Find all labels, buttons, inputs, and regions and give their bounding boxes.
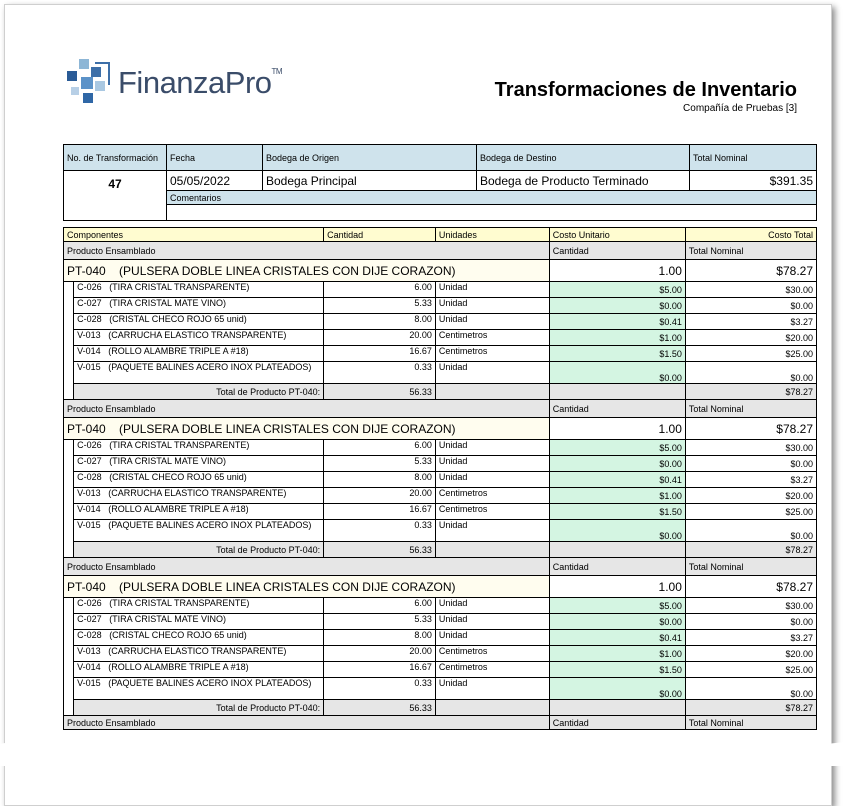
comments-value: [167, 205, 817, 221]
component-total-cost: $0.00: [685, 456, 816, 472]
brand-name: FinanzaPro™: [118, 65, 283, 100]
company-name: Compañía de Pruebas [3]: [683, 103, 797, 114]
component-row: [64, 614, 817, 630]
component-quantity: 6.00: [324, 282, 436, 298]
component-unit-cost: $1.50: [549, 346, 685, 362]
component-unit: Centimetros: [435, 504, 549, 520]
component-unit-cost: $0.00: [549, 362, 685, 384]
component-quantity: 8.00: [324, 472, 436, 488]
component-unit-cost: $5.00: [549, 440, 685, 456]
component-row: [64, 662, 817, 678]
component-unit: Unidad: [435, 520, 549, 542]
component-unit: Unidad: [435, 614, 549, 630]
component-quantity: 20.00: [324, 330, 436, 346]
component-row: [64, 456, 817, 472]
group-total-label: Total Nominal: [685, 558, 816, 576]
component-quantity: 5.33: [324, 298, 436, 314]
subtotal-total: $78.27: [685, 384, 816, 400]
component-row: [64, 678, 817, 700]
partial-product-label: Producto Ensamblado: [64, 716, 550, 730]
component-quantity: 0.33: [324, 362, 436, 384]
col-quantity: Cantidad: [324, 228, 436, 242]
component-total-cost: $25.00: [685, 504, 816, 520]
col-units: Unidades: [435, 228, 549, 242]
components-table: [63, 227, 817, 730]
report-title: Transformaciones de Inventario: [494, 79, 797, 101]
component-description: V-013 (CARRUCHA ELASTICO TRANSPARENTE): [74, 330, 324, 346]
component-unit: Centimetros: [435, 346, 549, 362]
component-unit: Unidad: [435, 630, 549, 646]
component-description: C-028 (CRISTAL CHECO ROJO 65 unid): [74, 314, 324, 330]
component-unit: Centimetros: [435, 662, 549, 678]
component-total-cost: $0.00: [685, 678, 816, 700]
component-description: V-014 (ROLLO ALAMBRE TRIPLE A #18): [74, 346, 324, 362]
component-quantity: 5.33: [324, 456, 436, 472]
component-total-cost: $0.00: [685, 362, 816, 384]
component-description: C-026 (TIRA CRISTAL TRANSPARENTE): [74, 598, 324, 614]
component-quantity: 0.33: [324, 678, 436, 700]
component-row: [64, 298, 817, 314]
group-quantity-label: Cantidad: [549, 400, 685, 418]
assembled-total: $78.27: [685, 576, 816, 598]
component-description: C-028 (CRISTAL CHECO ROJO 65 unid): [74, 472, 324, 488]
header-label-total: Total Nominal: [690, 145, 817, 171]
component-total-cost: $25.00: [685, 662, 816, 678]
component-unit-cost: $1.00: [549, 646, 685, 662]
component-row: [64, 472, 817, 488]
component-description: C-026 (TIRA CRISTAL TRANSPARENTE): [74, 440, 324, 456]
component-row: [64, 282, 817, 298]
assembled-quantity: 1.00: [549, 260, 685, 282]
component-total-cost: $3.27: [685, 472, 816, 488]
component-total-cost: $20.00: [685, 488, 816, 504]
header-label-origin: Bodega de Origen: [263, 145, 477, 171]
finanzapro-logo-icon: [61, 55, 115, 107]
component-unit: Centimetros: [435, 488, 549, 504]
group-quantity-label: Cantidad: [549, 242, 685, 260]
component-unit-cost: $0.41: [549, 630, 685, 646]
assembled-total: $78.27: [685, 418, 816, 440]
subtotal-total: $78.27: [685, 542, 816, 558]
component-unit: Unidad: [435, 598, 549, 614]
torn-edge: [0, 726, 845, 766]
component-row: [64, 362, 817, 384]
assembled-quantity: 1.00: [549, 418, 685, 440]
transformation-header-table: [63, 144, 817, 221]
component-description: V-015 (PAQUETE BALINES ACERO INOX PLATEADOS): [74, 362, 324, 384]
group-product-label: Producto Ensamblado: [64, 400, 550, 418]
component-unit-cost: $1.00: [549, 330, 685, 346]
component-unit: Unidad: [435, 440, 549, 456]
subtotal-total: $78.27: [685, 700, 816, 716]
comments-label: Comentarios: [167, 191, 817, 205]
component-unit-cost: $5.00: [549, 282, 685, 298]
transformation-number: 47: [64, 171, 167, 221]
subtotal-quantity: 56.33: [324, 384, 436, 400]
subtotal-label: Total de Producto PT-040:: [74, 542, 324, 558]
origin-warehouse: Bodega Principal: [263, 171, 477, 191]
destination-warehouse: Bodega de Producto Terminado: [477, 171, 690, 191]
component-description: C-026 (TIRA CRISTAL TRANSPARENTE): [74, 282, 324, 298]
group-quantity-label: Cantidad: [549, 558, 685, 576]
component-unit-cost: $0.00: [549, 298, 685, 314]
col-total-cost: Costo Total: [685, 228, 816, 242]
subtotal-label: Total de Producto PT-040:: [74, 700, 324, 716]
header-label-destination: Bodega de Destino: [477, 145, 690, 171]
component-quantity: 5.33: [324, 614, 436, 630]
component-quantity: 8.00: [324, 630, 436, 646]
component-unit-cost: $0.00: [549, 678, 685, 700]
component-unit: Unidad: [435, 282, 549, 298]
component-unit: Centimetros: [435, 646, 549, 662]
component-total-cost: $30.00: [685, 282, 816, 298]
component-row: [64, 440, 817, 456]
header-label-date: Fecha: [167, 145, 263, 171]
component-quantity: 16.67: [324, 662, 436, 678]
subtotal-quantity: 56.33: [324, 542, 436, 558]
component-description: V-013 (CARRUCHA ELASTICO TRANSPARENTE): [74, 488, 324, 504]
component-row: [64, 646, 817, 662]
group-product-label: Producto Ensamblado: [64, 242, 550, 260]
assembled-product: PT-040 (PULSERA DOBLE LINEA CRISTALES CON DIJE CORAZON): [64, 576, 550, 598]
component-row: [64, 630, 817, 646]
subtotal-quantity: 56.33: [324, 700, 436, 716]
subtotal-label: Total de Producto PT-040:: [74, 384, 324, 400]
col-components: Componentes: [64, 228, 324, 242]
component-description: C-027 (TIRA CRISTAL MATE VINO): [74, 298, 324, 314]
component-unit-cost: $0.00: [549, 520, 685, 542]
component-row: [64, 330, 817, 346]
component-quantity: 16.67: [324, 346, 436, 362]
component-unit: Unidad: [435, 678, 549, 700]
transformation-total: $391.35: [690, 171, 817, 191]
component-unit-cost: $0.00: [549, 614, 685, 630]
component-description: V-014 (ROLLO ALAMBRE TRIPLE A #18): [74, 662, 324, 678]
component-total-cost: $0.00: [685, 614, 816, 630]
component-row: [64, 346, 817, 362]
component-unit: Unidad: [435, 314, 549, 330]
component-description: V-015 (PAQUETE BALINES ACERO INOX PLATEADOS): [74, 678, 324, 700]
assembled-product: PT-040 (PULSERA DOBLE LINEA CRISTALES CON DIJE CORAZON): [64, 418, 550, 440]
component-row: [64, 598, 817, 614]
component-unit-cost: $1.00: [549, 488, 685, 504]
component-total-cost: $20.00: [685, 330, 816, 346]
component-unit-cost: $1.50: [549, 504, 685, 520]
component-quantity: 8.00: [324, 314, 436, 330]
component-description: C-028 (CRISTAL CHECO ROJO 65 unid): [74, 630, 324, 646]
component-row: [64, 520, 817, 542]
component-description: C-027 (TIRA CRISTAL MATE VINO): [74, 614, 324, 630]
header-label-number: No. de Transformación: [64, 145, 167, 171]
component-total-cost: $20.00: [685, 646, 816, 662]
component-unit-cost: $5.00: [549, 598, 685, 614]
component-quantity: 20.00: [324, 488, 436, 504]
component-total-cost: $3.27: [685, 314, 816, 330]
component-unit-cost: $0.41: [549, 314, 685, 330]
component-total-cost: $0.00: [685, 298, 816, 314]
partial-quantity-label: Cantidad: [549, 716, 685, 730]
component-unit: Unidad: [435, 472, 549, 488]
component-quantity: 16.67: [324, 504, 436, 520]
assembled-total: $78.27: [685, 260, 816, 282]
component-description: C-027 (TIRA CRISTAL MATE VINO): [74, 456, 324, 472]
group-product-label: Producto Ensamblado: [64, 558, 550, 576]
group-total-label: Total Nominal: [685, 242, 816, 260]
col-unit-cost: Costo Unitario: [549, 228, 685, 242]
component-total-cost: $0.00: [685, 520, 816, 542]
component-total-cost: $30.00: [685, 440, 816, 456]
component-row: [64, 314, 817, 330]
transformation-date: 05/05/2022: [167, 171, 263, 191]
component-unit: Unidad: [435, 362, 549, 384]
component-description: V-013 (CARRUCHA ELASTICO TRANSPARENTE): [74, 646, 324, 662]
assembled-product: PT-040 (PULSERA DOBLE LINEA CRISTALES CON DIJE CORAZON): [64, 260, 550, 282]
component-description: V-014 (ROLLO ALAMBRE TRIPLE A #18): [74, 504, 324, 520]
component-row: [64, 504, 817, 520]
component-total-cost: $3.27: [685, 630, 816, 646]
component-quantity: 20.00: [324, 646, 436, 662]
component-quantity: 0.33: [324, 520, 436, 542]
component-quantity: 6.00: [324, 440, 436, 456]
component-description: V-015 (PAQUETE BALINES ACERO INOX PLATEADOS): [74, 520, 324, 542]
component-unit: Unidad: [435, 298, 549, 314]
report-page: [4, 4, 832, 806]
partial-total-label: Total Nominal: [685, 716, 816, 730]
component-unit: Centimetros: [435, 330, 549, 346]
component-total-cost: $30.00: [685, 598, 816, 614]
group-total-label: Total Nominal: [685, 400, 816, 418]
component-unit-cost: $0.41: [549, 472, 685, 488]
component-total-cost: $25.00: [685, 346, 816, 362]
assembled-quantity: 1.00: [549, 576, 685, 598]
component-row: [64, 488, 817, 504]
component-unit-cost: $0.00: [549, 456, 685, 472]
component-quantity: 6.00: [324, 598, 436, 614]
component-unit: Unidad: [435, 456, 549, 472]
component-unit-cost: $1.50: [549, 662, 685, 678]
